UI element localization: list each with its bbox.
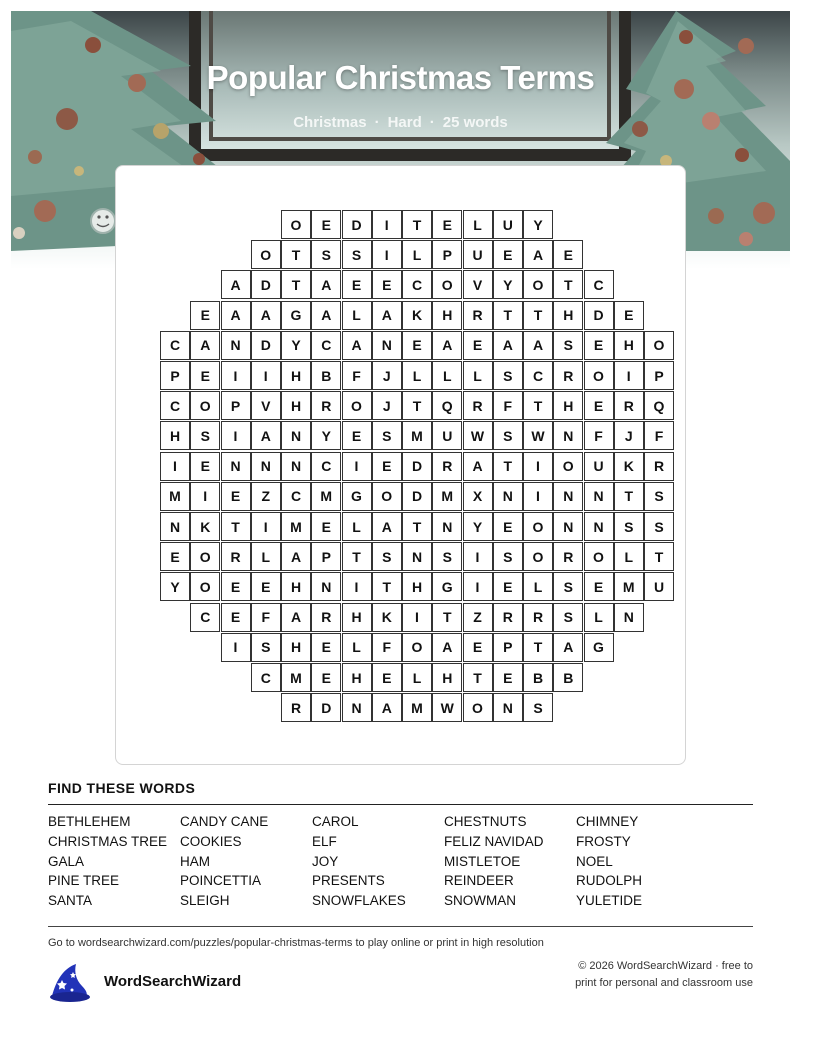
- grid-cell[interactable]: S: [372, 421, 402, 450]
- grid-cell[interactable]: O: [190, 391, 220, 420]
- grid-cell[interactable]: N: [584, 512, 614, 541]
- grid-cell[interactable]: L: [402, 663, 432, 692]
- grid-cell[interactable]: N: [281, 421, 311, 450]
- grid-cell[interactable]: S: [644, 512, 674, 541]
- grid-cell[interactable]: S: [553, 572, 583, 601]
- grid-cell[interactable]: M: [281, 663, 311, 692]
- grid-cell[interactable]: O: [523, 512, 553, 541]
- play-online-link[interactable]: Go to wordsearchwizard.com/puzzles/popular-christmas-terms to play online or print in high resolution: [48, 937, 544, 949]
- grid-cell[interactable]: W: [432, 693, 462, 722]
- grid-cell[interactable]: A: [372, 693, 402, 722]
- grid-cell[interactable]: L: [342, 301, 372, 330]
- grid-cell[interactable]: E: [463, 633, 493, 662]
- grid-cell[interactable]: S: [493, 421, 523, 450]
- grid-cell[interactable]: E: [311, 210, 341, 239]
- grid-cell[interactable]: T: [523, 301, 553, 330]
- grid-cell[interactable]: N: [160, 512, 190, 541]
- grid-cell[interactable]: M: [160, 482, 190, 511]
- grid-cell[interactable]: I: [523, 482, 553, 511]
- grid-cell[interactable]: C: [402, 270, 432, 299]
- grid-cell[interactable]: C: [523, 361, 553, 390]
- grid-cell[interactable]: T: [281, 240, 311, 269]
- grid-cell[interactable]: U: [644, 572, 674, 601]
- word-list-item: PRESENTS: [312, 873, 385, 889]
- grid-cell[interactable]: R: [614, 391, 644, 420]
- grid-cell[interactable]: T: [493, 301, 523, 330]
- grid-cell[interactable]: T: [402, 391, 432, 420]
- grid-cell[interactable]: U: [584, 452, 614, 481]
- grid-cell[interactable]: E: [584, 391, 614, 420]
- puzzle-card: [115, 165, 686, 765]
- grid-cell[interactable]: N: [372, 331, 402, 360]
- grid-cell[interactable]: E: [493, 240, 523, 269]
- grid-cell[interactable]: A: [281, 603, 311, 632]
- word-list-item: HAM: [180, 853, 210, 869]
- word-list-item: REINDEER: [444, 873, 514, 889]
- grid-cell[interactable]: I: [342, 572, 372, 601]
- word-list-item: YULETIDE: [576, 893, 643, 909]
- grid-cell[interactable]: E: [190, 452, 220, 481]
- grid-cell[interactable]: K: [402, 301, 432, 330]
- grid-cell[interactable]: W: [463, 421, 493, 450]
- grid-cell[interactable]: E: [493, 663, 523, 692]
- grid-cell[interactable]: C: [190, 603, 220, 632]
- word-list-item: BETHLEHEM: [48, 814, 131, 829]
- grid-cell[interactable]: L: [342, 633, 372, 662]
- grid-cell[interactable]: T: [342, 542, 372, 571]
- grid-cell[interactable]: E: [190, 361, 220, 390]
- grid-cell[interactable]: R: [523, 603, 553, 632]
- grid-cell[interactable]: R: [432, 452, 462, 481]
- grid-cell[interactable]: I: [221, 361, 251, 390]
- grid-cell[interactable]: O: [644, 331, 674, 360]
- grid-cell[interactable]: P: [311, 542, 341, 571]
- grid-cell[interactable]: S: [190, 421, 220, 450]
- grid-cell[interactable]: A: [372, 512, 402, 541]
- grid-cell[interactable]: N: [493, 693, 523, 722]
- grid-cell[interactable]: U: [463, 240, 493, 269]
- grid-cell[interactable]: R: [463, 301, 493, 330]
- grid-cell[interactable]: V: [251, 391, 281, 420]
- grid-cell[interactable]: S: [493, 542, 523, 571]
- grid-cell[interactable]: S: [614, 512, 644, 541]
- grid-cell[interactable]: H: [281, 572, 311, 601]
- grid-cell[interactable]: C: [160, 391, 190, 420]
- grid-cell[interactable]: A: [221, 301, 251, 330]
- grid-cell[interactable]: A: [221, 270, 251, 299]
- grid-cell[interactable]: T: [402, 512, 432, 541]
- grid-cell[interactable]: N: [251, 452, 281, 481]
- word-list-item: RUDOLPH: [576, 873, 643, 889]
- grid-cell[interactable]: D: [311, 693, 341, 722]
- grid-cell[interactable]: M: [432, 482, 462, 511]
- word-list-item: MISTLETOE: [444, 853, 521, 869]
- grid-cell[interactable]: D: [342, 210, 372, 239]
- grid-cell[interactable]: B: [523, 663, 553, 692]
- grid-cell[interactable]: K: [372, 603, 402, 632]
- grid-cell[interactable]: N: [402, 542, 432, 571]
- word-list-heading: FIND THESE WORDS: [48, 780, 196, 796]
- grid-cell[interactable]: O: [190, 542, 220, 571]
- grid-cell[interactable]: N: [553, 512, 583, 541]
- word-list-item: CAROL: [312, 814, 359, 829]
- grid-cell[interactable]: E: [190, 301, 220, 330]
- grid-cell[interactable]: W: [523, 421, 553, 450]
- grid-cell[interactable]: O: [281, 210, 311, 239]
- grid-cell[interactable]: I: [221, 633, 251, 662]
- grid-cell[interactable]: E: [493, 512, 523, 541]
- grid-cell[interactable]: C: [251, 663, 281, 692]
- grid-cell[interactable]: K: [614, 452, 644, 481]
- grid-cell[interactable]: Y: [281, 331, 311, 360]
- grid-cell[interactable]: S: [553, 331, 583, 360]
- grid-cell[interactable]: L: [614, 542, 644, 571]
- grid-cell[interactable]: L: [523, 572, 553, 601]
- grid-cell[interactable]: C: [584, 270, 614, 299]
- grid-cell[interactable]: N: [553, 421, 583, 450]
- grid-cell[interactable]: J: [372, 391, 402, 420]
- grid-cell[interactable]: O: [402, 633, 432, 662]
- word-list-item: FROSTY: [576, 833, 631, 849]
- grid-cell[interactable]: F: [493, 391, 523, 420]
- grid-cell[interactable]: S: [372, 542, 402, 571]
- grid-cell[interactable]: H: [553, 391, 583, 420]
- word-list-item: FELIZ NAVIDAD: [444, 833, 544, 849]
- grid-cell[interactable]: A: [311, 301, 341, 330]
- grid-cell[interactable]: P: [493, 633, 523, 662]
- grid-cell[interactable]: O: [584, 361, 614, 390]
- grid-cell[interactable]: R: [221, 542, 251, 571]
- grid-cell[interactable]: E: [311, 633, 341, 662]
- grid-cell[interactable]: P: [644, 361, 674, 390]
- grid-cell[interactable]: P: [432, 240, 462, 269]
- grid-cell[interactable]: I: [372, 210, 402, 239]
- grid-cell[interactable]: O: [251, 240, 281, 269]
- grid-cell[interactable]: O: [190, 572, 220, 601]
- word-list-item: PINE TREE: [48, 873, 120, 889]
- grid-cell[interactable]: T: [432, 603, 462, 632]
- grid-cell[interactable]: E: [553, 240, 583, 269]
- grid-cell[interactable]: N: [342, 693, 372, 722]
- grid-cell[interactable]: R: [281, 693, 311, 722]
- grid-cell[interactable]: T: [523, 633, 553, 662]
- grid-cell[interactable]: N: [553, 482, 583, 511]
- grid-cell[interactable]: K: [190, 512, 220, 541]
- word-list-item: SLEIGH: [180, 893, 230, 909]
- grid-cell[interactable]: T: [553, 270, 583, 299]
- grid-cell[interactable]: E: [372, 452, 402, 481]
- grid-cell[interactable]: I: [190, 482, 220, 511]
- grid-cell[interactable]: I: [251, 512, 281, 541]
- grid-cell[interactable]: O: [342, 391, 372, 420]
- grid-cell[interactable]: F: [644, 421, 674, 450]
- grid-cell[interactable]: L: [402, 240, 432, 269]
- grid-cell[interactable]: Y: [463, 512, 493, 541]
- grid-cell[interactable]: E: [432, 210, 462, 239]
- grid-cell[interactable]: N: [281, 452, 311, 481]
- grid-cell[interactable]: H: [160, 421, 190, 450]
- grid-cell[interactable]: R: [311, 603, 341, 632]
- grid-cell[interactable]: D: [402, 452, 432, 481]
- grid-cell[interactable]: J: [614, 421, 644, 450]
- grid-cell[interactable]: N: [311, 572, 341, 601]
- word-list-item: GALA: [48, 853, 85, 869]
- grid-cell[interactable]: Z: [463, 603, 493, 632]
- grid-cell[interactable]: N: [221, 331, 251, 360]
- grid-cell[interactable]: T: [221, 512, 251, 541]
- grid-cell[interactable]: I: [463, 542, 493, 571]
- grid-cell[interactable]: I: [614, 361, 644, 390]
- grid-cell[interactable]: H: [281, 633, 311, 662]
- grid-cell[interactable]: E: [614, 301, 644, 330]
- word-list-item: ELF: [312, 833, 337, 849]
- grid-cell[interactable]: A: [553, 633, 583, 662]
- word-list-item: CHIMNEY: [576, 814, 639, 829]
- grid-cell[interactable]: L: [463, 361, 493, 390]
- grid-cell[interactable]: R: [463, 391, 493, 420]
- category-label: Christmas: [293, 114, 367, 131]
- grid-cell[interactable]: I: [221, 421, 251, 450]
- grid-cell[interactable]: I: [372, 240, 402, 269]
- grid-cell[interactable]: R: [644, 452, 674, 481]
- grid-cell[interactable]: D: [584, 301, 614, 330]
- grid-cell[interactable]: H: [614, 331, 644, 360]
- grid-cell[interactable]: L: [342, 512, 372, 541]
- grid-cell[interactable]: S: [523, 693, 553, 722]
- grid-cell[interactable]: C: [281, 482, 311, 511]
- grid-cell[interactable]: Y: [160, 572, 190, 601]
- word-list-item: COOKIES: [180, 833, 242, 849]
- copyright-notice: © 2026 WordSearchWizard · free to print for personal and classroom use: [575, 960, 753, 989]
- grid-cell[interactable]: N: [221, 452, 251, 481]
- grid-cell[interactable]: S: [644, 482, 674, 511]
- grid-cell[interactable]: E: [311, 512, 341, 541]
- grid-cell[interactable]: H: [342, 663, 372, 692]
- grid-cell[interactable]: E: [342, 421, 372, 450]
- grid-cell[interactable]: F: [584, 421, 614, 450]
- grid-cell[interactable]: G: [342, 482, 372, 511]
- grid-cell[interactable]: C: [160, 331, 190, 360]
- grid-cell[interactable]: T: [644, 542, 674, 571]
- grid-cell[interactable]: C: [311, 452, 341, 481]
- grid-cell[interactable]: G: [584, 633, 614, 662]
- grid-cell[interactable]: E: [372, 663, 402, 692]
- grid-cell[interactable]: O: [553, 452, 583, 481]
- grid-cell[interactable]: D: [251, 270, 281, 299]
- grid-cell[interactable]: T: [463, 663, 493, 692]
- grid-cell[interactable]: I: [402, 603, 432, 632]
- grid-cell[interactable]: S: [251, 633, 281, 662]
- grid-cell[interactable]: H: [402, 572, 432, 601]
- grid-cell[interactable]: A: [432, 331, 462, 360]
- grid-cell[interactable]: L: [402, 361, 432, 390]
- word-count-label: 25 words: [442, 114, 508, 131]
- grid-cell[interactable]: E: [160, 542, 190, 571]
- word-list-item: SNOWMAN: [444, 893, 516, 909]
- grid-cell[interactable]: L: [584, 603, 614, 632]
- grid-cell[interactable]: Y: [493, 270, 523, 299]
- grid-cell[interactable]: S: [311, 240, 341, 269]
- grid-cell[interactable]: R: [311, 391, 341, 420]
- grid-cell[interactable]: I: [342, 452, 372, 481]
- grid-cell[interactable]: E: [311, 663, 341, 692]
- grid-cell[interactable]: T: [614, 482, 644, 511]
- grid-cell[interactable]: H: [432, 663, 462, 692]
- grid-cell[interactable]: F: [251, 603, 281, 632]
- grid-cell[interactable]: P: [221, 391, 251, 420]
- grid-cell[interactable]: F: [372, 633, 402, 662]
- grid-cell[interactable]: Z: [251, 482, 281, 511]
- grid-cell[interactable]: T: [493, 452, 523, 481]
- grid-cell[interactable]: M: [311, 482, 341, 511]
- word-list-item: CHESTNUTS: [444, 814, 527, 829]
- grid-cell[interactable]: S: [553, 603, 583, 632]
- grid-cell[interactable]: H: [281, 391, 311, 420]
- grid-cell[interactable]: Q: [432, 391, 462, 420]
- grid-cell[interactable]: H: [553, 301, 583, 330]
- grid-cell[interactable]: Q: [644, 391, 674, 420]
- grid-cell[interactable]: E: [342, 270, 372, 299]
- grid-cell[interactable]: N: [493, 482, 523, 511]
- grid-cell[interactable]: E: [584, 331, 614, 360]
- grid-cell[interactable]: E: [221, 572, 251, 601]
- grid-cell[interactable]: A: [432, 633, 462, 662]
- word-list-divider: [48, 804, 753, 805]
- grid-cell[interactable]: H: [342, 603, 372, 632]
- grid-cell[interactable]: E: [221, 482, 251, 511]
- word-list-item: NOEL: [576, 853, 613, 869]
- difficulty-label: Hard: [387, 114, 422, 131]
- word-list-item: CHRISTMAS TREE: [48, 833, 168, 849]
- grid-cell[interactable]: E: [493, 572, 523, 601]
- grid-cell[interactable]: Y: [311, 421, 341, 450]
- grid-cell[interactable]: V: [463, 270, 493, 299]
- wizard-hat-logo-icon: [46, 962, 94, 1004]
- grid-cell[interactable]: T: [372, 572, 402, 601]
- grid-cell[interactable]: O: [584, 542, 614, 571]
- brand-name: WordSearchWizard: [104, 973, 242, 990]
- grid-cell[interactable]: O: [523, 542, 553, 571]
- grid-cell[interactable]: H: [281, 361, 311, 390]
- footer-divider: [48, 926, 753, 927]
- grid-cell[interactable]: M: [281, 512, 311, 541]
- grid-cell[interactable]: S: [432, 542, 462, 571]
- puzzle-title: Popular Christmas Terms: [206, 59, 595, 96]
- grid-cell[interactable]: C: [311, 331, 341, 360]
- grid-cell[interactable]: A: [372, 301, 402, 330]
- grid-cell[interactable]: E: [372, 270, 402, 299]
- grid-cell[interactable]: A: [523, 331, 553, 360]
- grid-cell[interactable]: P: [160, 361, 190, 390]
- grid-cell[interactable]: I: [523, 452, 553, 481]
- grid-cell[interactable]: R: [493, 603, 523, 632]
- grid-cell[interactable]: X: [463, 482, 493, 511]
- grid-cell[interactable]: A: [251, 421, 281, 450]
- word-list-item: SANTA: [48, 893, 93, 909]
- grid-cell[interactable]: U: [493, 210, 523, 239]
- grid-cell[interactable]: A: [342, 331, 372, 360]
- grid-cell[interactable]: O: [463, 693, 493, 722]
- grid-cell[interactable]: I: [251, 361, 281, 390]
- grid-cell[interactable]: O: [372, 482, 402, 511]
- grid-cell[interactable]: E: [463, 331, 493, 360]
- grid-cell[interactable]: M: [402, 693, 432, 722]
- grid-cell[interactable]: S: [493, 361, 523, 390]
- grid-cell[interactable]: T: [281, 270, 311, 299]
- grid-cell[interactable]: H: [432, 301, 462, 330]
- grid-cell[interactable]: A: [463, 452, 493, 481]
- grid-cell[interactable]: M: [402, 421, 432, 450]
- grid-cell[interactable]: B: [553, 663, 583, 692]
- grid-cell[interactable]: R: [553, 361, 583, 390]
- grid-cell[interactable]: L: [432, 361, 462, 390]
- grid-cell[interactable]: N: [584, 482, 614, 511]
- grid-cell[interactable]: R: [553, 542, 583, 571]
- grid-cell[interactable]: A: [311, 270, 341, 299]
- grid-cell[interactable]: D: [402, 482, 432, 511]
- grid-cell[interactable]: I: [463, 572, 493, 601]
- word-list-item: CANDY CANE: [180, 814, 269, 829]
- puzzle-meta: Christmas · Hard · 25 words: [293, 114, 508, 131]
- grid-cell[interactable]: G: [281, 301, 311, 330]
- grid-cell[interactable]: O: [432, 270, 462, 299]
- grid-cell[interactable]: T: [402, 210, 432, 239]
- grid-cell[interactable]: A: [523, 240, 553, 269]
- grid-cell[interactable]: L: [251, 542, 281, 571]
- grid-cell[interactable]: D: [251, 331, 281, 360]
- grid-cell[interactable]: E: [251, 572, 281, 601]
- word-list-item: POINCETTIA: [180, 873, 262, 889]
- grid-cell[interactable]: N: [614, 603, 644, 632]
- grid-cell[interactable]: Y: [523, 210, 553, 239]
- grid-cell[interactable]: U: [432, 421, 462, 450]
- grid-cell[interactable]: S: [342, 240, 372, 269]
- grid-cell[interactable]: A: [281, 542, 311, 571]
- grid-cell[interactable]: E: [402, 331, 432, 360]
- grid-cell[interactable]: I: [160, 452, 190, 481]
- grid-cell[interactable]: O: [523, 270, 553, 299]
- grid-cell[interactable]: A: [493, 331, 523, 360]
- grid-cell[interactable]: J: [372, 361, 402, 390]
- grid-cell[interactable]: E: [221, 603, 251, 632]
- grid-cell[interactable]: T: [523, 391, 553, 420]
- grid-cell[interactable]: F: [342, 361, 372, 390]
- grid-cell[interactable]: A: [251, 301, 281, 330]
- grid-cell[interactable]: A: [190, 331, 220, 360]
- grid-cell[interactable]: M: [614, 572, 644, 601]
- grid-cell[interactable]: G: [432, 572, 462, 601]
- word-list-item: SNOWFLAKES: [312, 893, 406, 909]
- grid-cell[interactable]: N: [432, 512, 462, 541]
- word-list-item: JOY: [312, 853, 339, 869]
- grid-cell[interactable]: L: [463, 210, 493, 239]
- grid-cell[interactable]: E: [584, 572, 614, 601]
- grid-cell[interactable]: B: [311, 361, 341, 390]
